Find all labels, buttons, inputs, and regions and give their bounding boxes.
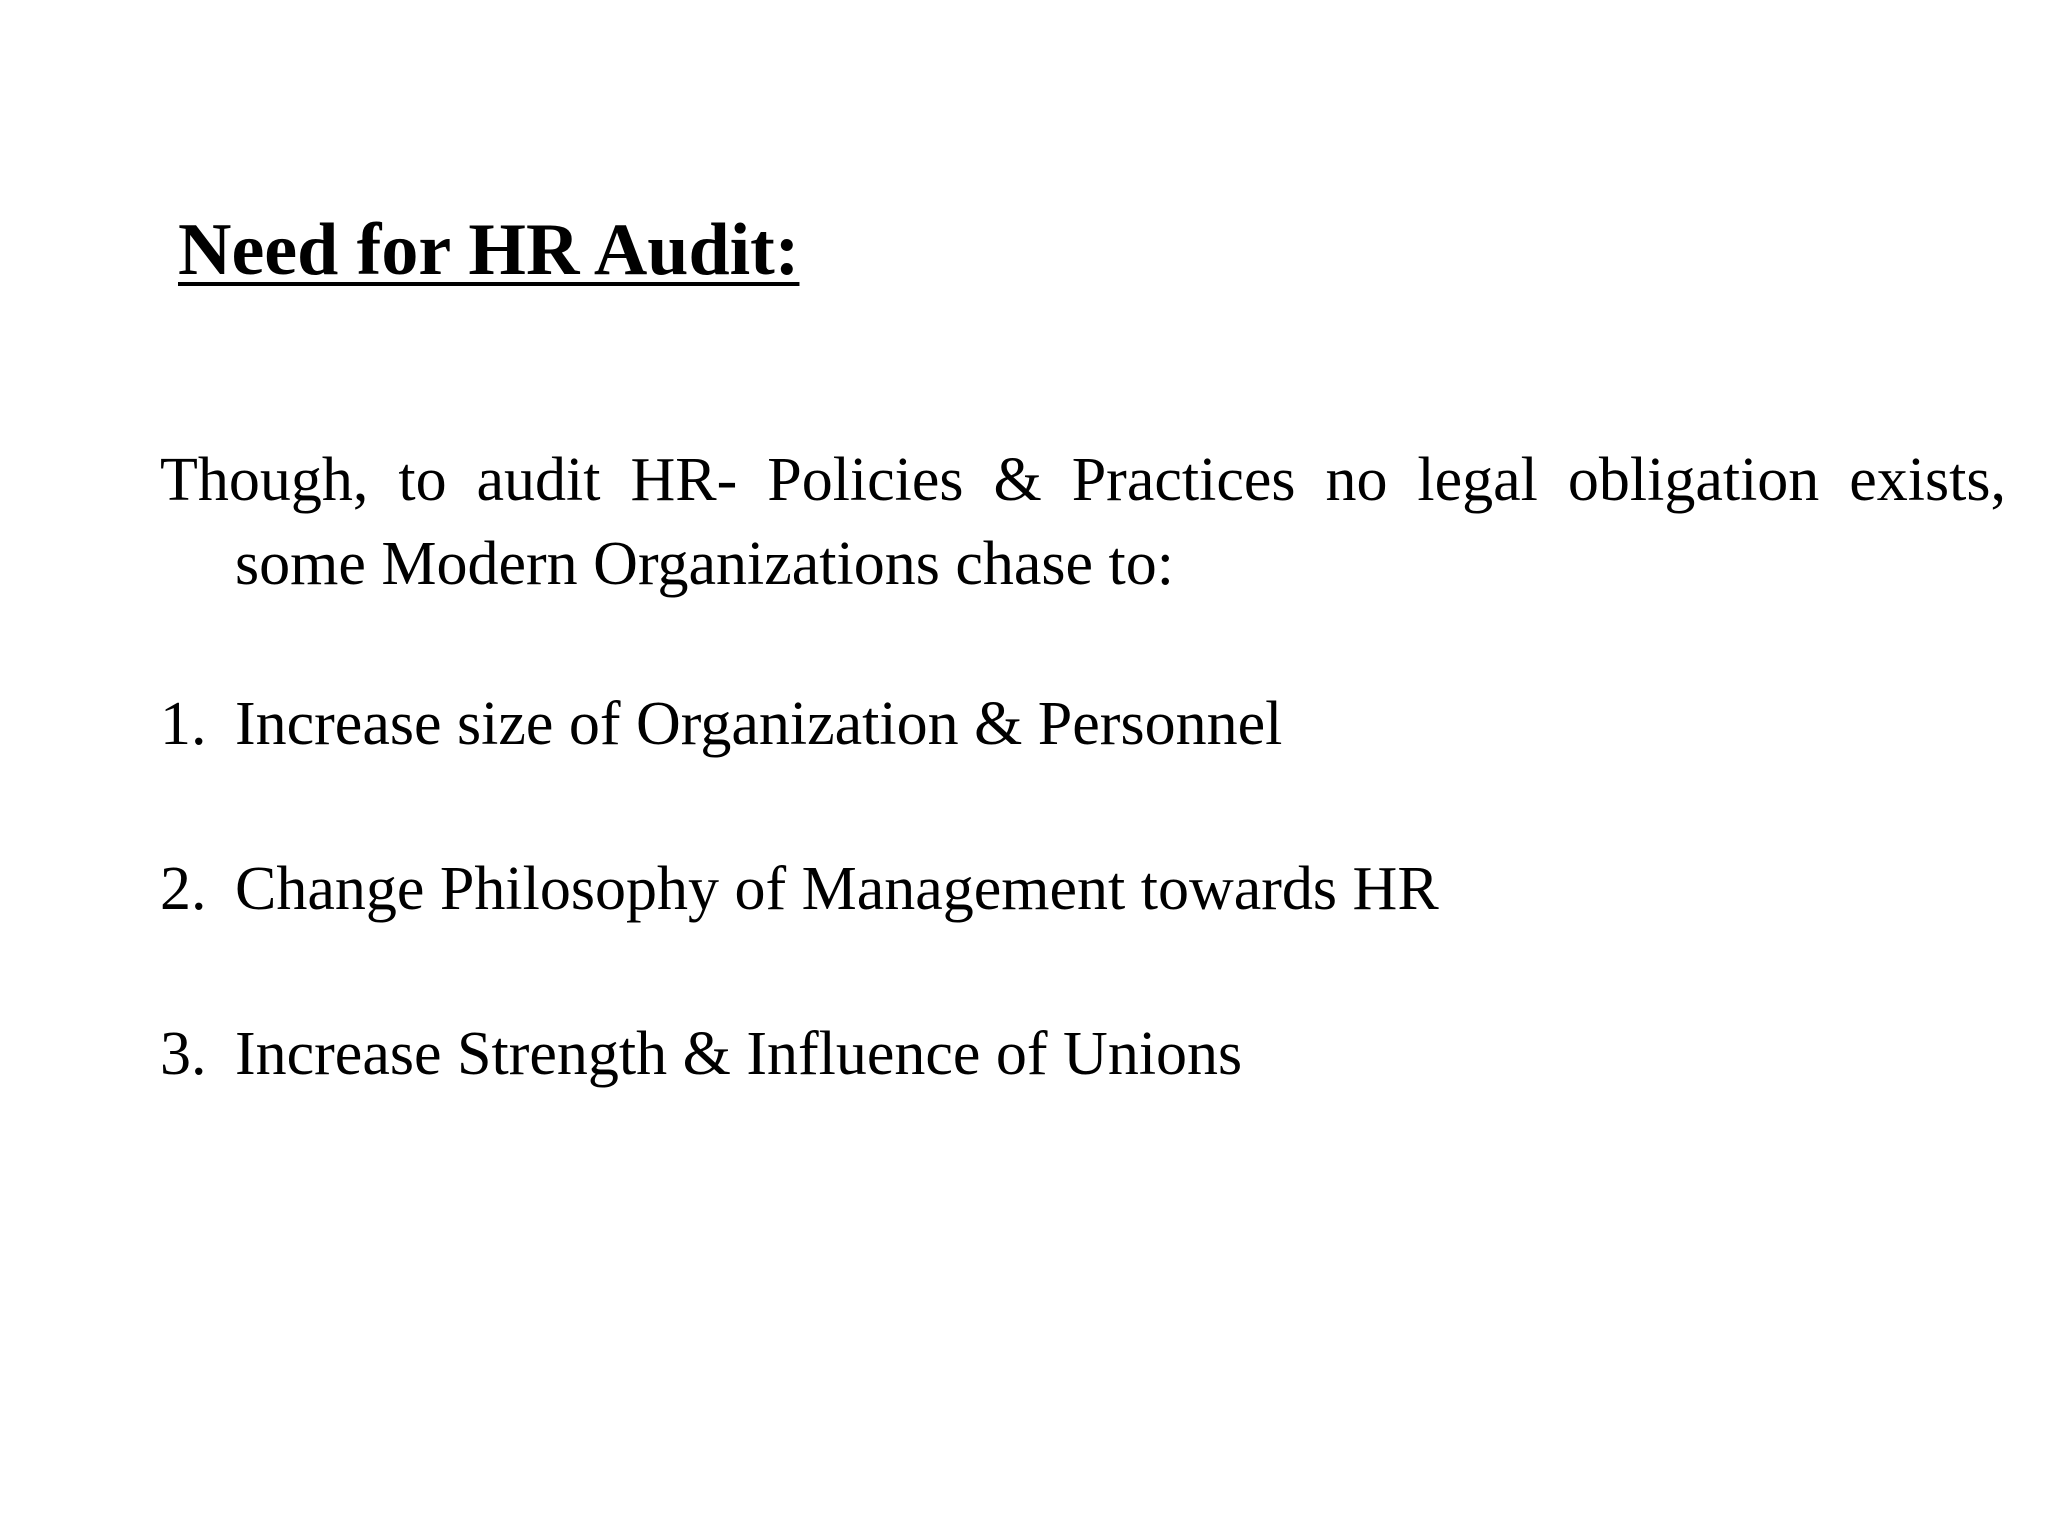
list-item <box>160 1012 1439 1096</box>
list-item-number: 2. <box>160 855 207 923</box>
list-item-text: Increase Strength & Influence of Unions <box>235 1020 1243 1088</box>
slide-title: Need for HR Audit: <box>178 209 800 291</box>
intro-paragraph: Though, to audit HR- Policies & Practices no legal obligation exists, some Modern Organizations chase to: <box>160 446 2006 598</box>
list-item-text: Increase size of Organization & Personnel <box>235 690 1283 758</box>
list-item <box>160 682 1439 766</box>
list-item-number: 1. <box>160 690 207 758</box>
list-item <box>160 847 1439 931</box>
list-item-number: 3. <box>160 1020 207 1088</box>
list-item-text: Change Philosophy of Management towards HR <box>235 855 1439 923</box>
reasons-list <box>160 682 1439 1177</box>
